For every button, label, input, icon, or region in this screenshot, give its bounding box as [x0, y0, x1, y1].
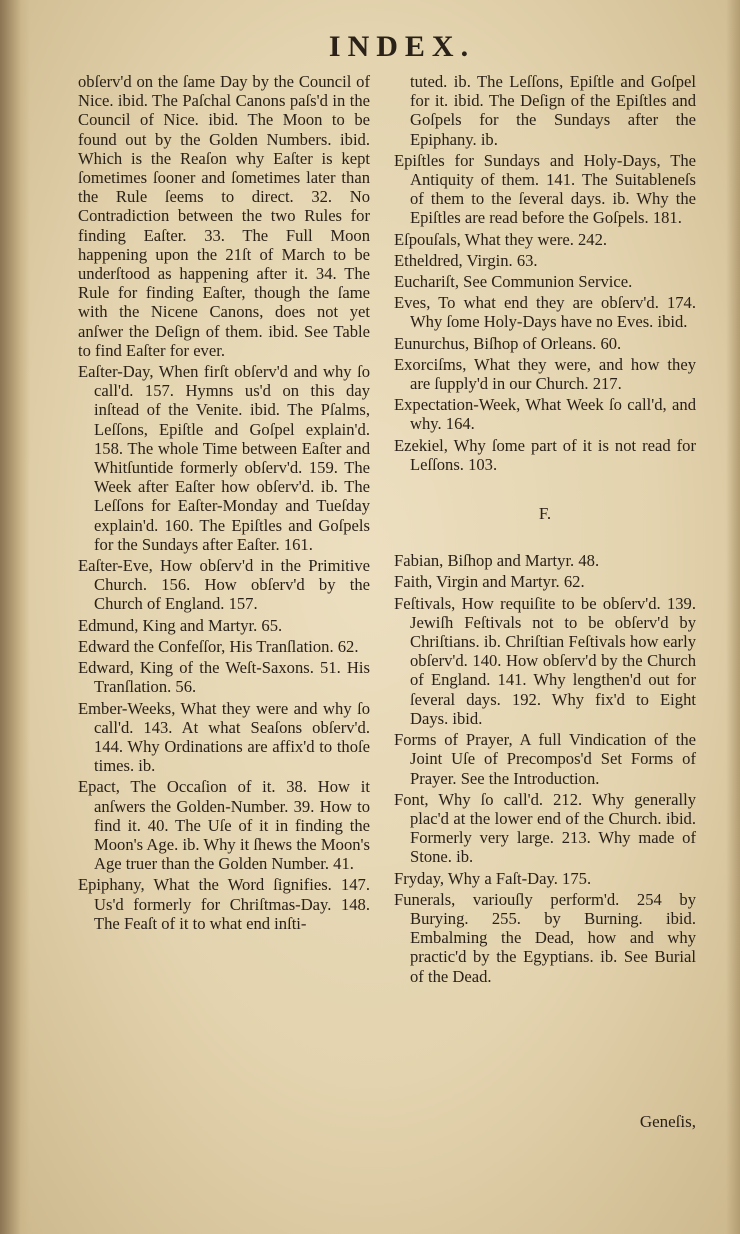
index-entry: obſerv'd on the ſame Day by the Council of Nice. ibid. The Paſchal Canons paſs'd in the Council of Nice. ibid. The Moon to be found out by the Golden Numbers. ibid. Which is the Reaſon why Eaſter is kept ſometimes ſooner and ſometimes later than the Rule ſeems to direct. 32. No Contradiction between the two Rules for finding Eaſter. 33. The Full Moon happening upon the 21ſt of March to be underſtood as happening after it. 34. The Rule for finding Eaſter, though the ſame with the Nicene Canons, does not yet anſwer the Deſign of them. ibid. See Table to find Eaſter for ever.	[78, 72, 370, 360]
catchword: Geneſis,	[639, 1112, 696, 1131]
index-entry: Fabian, Biſhop and Martyr. 48.	[394, 551, 600, 571]
index-entry: Feſtivals, How requiſite to be obſerv'd. 139. Jewiſh Feſtivals not to be obſerv'd by Chriſtians. ib. Chriſtian Feſtivals how early obſerv'd. 140. How obſerv'd by the Church of England. 141. Why lengthen'd out for ſeveral days. 192. Why fix'd to Eight Days. ibid.	[394, 593, 696, 728]
index-entry: Expectation-Week, What Week ſo call'd, and why. 164.	[394, 395, 696, 434]
index-entry: Fryday, Why a Faſt-Day. 175.	[394, 868, 592, 888]
index-entry: Font, Why ſo call'd. 212. Why generally plac'd at the lower end of the Church. ibid. Formerly very large. 213. Why made of Stone. ib.	[394, 789, 696, 867]
index-entry: Ember-Weeks, What they were and why ſo call'd. 143. At what Seaſons obſerv'd. 144. Why Ordinations are affix'd to thoſe times. ib.	[78, 698, 370, 776]
index-entry: Faith, Virgin and Martyr. 62.	[394, 572, 585, 592]
index-entry: Eves, To what end they are obſerv'd. 174. Why ſome Holy-Days have no Eves. ibid.	[394, 293, 696, 332]
index-entry: Eſpouſals, What they were. 242.	[394, 229, 608, 249]
index-entry: Eunurchus, Biſhop of Orleans. 60.	[394, 333, 622, 353]
index-entry: Edward, King of the Weſt-Saxons. 51. His Tranſlation. 56.	[78, 658, 370, 697]
index-entry: Eaſter-Day, When firſt obſerv'd and why ſo call'd. 157. Hymns us'd on this day inſtead of the Venite. ibid. The Pſalms, Leſſons, Epiſtle and Goſpel explain'd. 158. The whole Time between Eaſter and Whitſuntide formerly obſerv'd. 159. The Week after Eaſter how obſerv'd. ib. The Leſſons for Eaſter-Monday and Tueſday explain'd. 160. The Epiſtles and Goſpels for the Sundays after Eaſter. 161.	[78, 362, 370, 554]
index-entry: Exorciſms, What they were, and how they are ſupply'd in our Church. 217.	[394, 354, 696, 394]
index-entry: Epact, The Occaſion of it. 38. How it anſwers the Golden-Number. 39. How to find it. 40. The Uſe of it in finding the Moon's Age. ib. Why it ſhews the Moon's Age truer than the Golden Number. 41.	[78, 777, 370, 874]
index-entry: Epiſtles for Sundays and Holy-Days, The Antiquity of them. 141. The Suitableneſs of them to the ſeveral days. ib. Why the Epiſtles are read before the Goſpels. 181.	[394, 150, 696, 228]
index-entry: Euchariſt, See Communion Service.	[394, 272, 633, 292]
index-entry: Edmund, King and Martyr. 65.	[78, 615, 283, 635]
index-entry: Eaſter-Eve, How obſerv'd in the Primitive Church. 156. How obſerv'd by the Church of England. 157.	[78, 556, 370, 614]
index-columns	[78, 72, 696, 988]
index-entry: tuted. ib. The Leſſons, Epiſtle and Goſpel for it. ibid. The Deſign of the Epiſtles and Goſpels for the Sundays after the Epiphany. ib.	[410, 72, 696, 149]
index-entry: Epiphany, What the Word ſignifies. 147. Us'd formerly for Chriſtmas-Day. 148. The Feaſt of it to what end inſti-	[78, 875, 370, 933]
index-entry: Forms of Prayer, A full Vindication of the Joint Uſe of Precompos'd Set Forms of Prayer. See the Introduction.	[394, 730, 696, 788]
index-entry: Ezekiel, Why ſome part of it is not read for Leſſons. 103.	[394, 435, 696, 474]
index-entry: Funerals, variouſly perform'd. 254 by Burying. 255. by Burning. ibid. Embalming the Dead, how and why practic'd by the Egyptians. ib. See Burial of the Dead.	[394, 889, 696, 986]
page-title: INDEX.	[328, 30, 476, 63]
index-entry: Edward the Confeſſor, His Tranſlation. 62.	[78, 636, 359, 656]
left-column	[78, 72, 370, 988]
index-entry: Etheldred, Virgin. 63.	[394, 250, 538, 270]
right-column	[394, 72, 696, 988]
section-letter: F.	[538, 504, 552, 524]
